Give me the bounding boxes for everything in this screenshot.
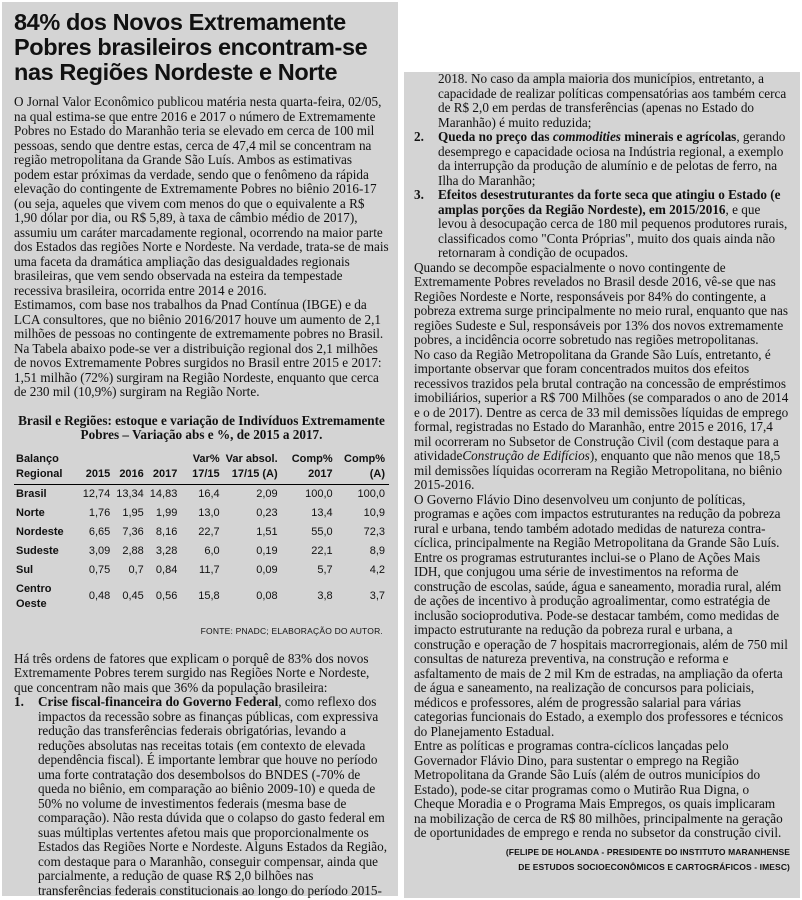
table-header: Var% 17/15 [192,452,220,480]
factor-number: 3. [414,187,424,202]
table-row [14,523,389,542]
table-row [14,484,389,504]
table-header: 2017 [152,467,178,480]
body-text: ), enquanto que não menos que 18,5 mil demissões líquidas ocorreram na Região Metropolitana, no biênio 2015-2016. [414,448,783,492]
table-title: Brasil e Regiões: estoque e variação de Indivíduos Extremamente Pobres – Variação abs e %, de 2015 a 2017. [18,412,385,442]
table-row-label: Norte [16,506,45,519]
table-header: Var absol. 17/15 (A) [225,452,278,480]
factor-heading: Crise fiscal-financeira do Governo Federal [38,694,279,709]
table-cell: 0,19 [256,544,278,557]
table-row-label: Brasil [16,487,47,500]
table-cell: 10,9 [363,506,385,519]
right-column-content [404,72,800,898]
table-cell: 15,8 [198,590,220,602]
table-cell: 8,9 [369,544,385,557]
table-header: 2015 [85,467,111,480]
table-cell: 55,0 [311,525,333,538]
table-row-label: Centro Oeste [16,582,52,610]
author-credit [414,845,790,875]
table-row [14,542,389,561]
factor-text: , como reflexo dos impactos da recessão sobre as finanças públicas, com expressiva redução das transferências federais obrigatórias, levando a reduções absolutas nas receitas totais (em contexto de elevada dependência fiscal). É importante lembrar que houve no período uma forte contratação dos desembolsos do BNDES (-70% de queda no biênio, em comparação ao biênio 2009-10) e queda de 50% no volume de investimentos federais (mesma base de comparação). Não resta dúvida que o colapso do gasto federal em suas múltiplas vertentes afetou mais que proporcionalmente os Estados das Regiões Norte e Nordeste. Alguns Estados da Região, com destaque para o Maranhão, conseguir compensar, ainda que parcialmente, a redução de quase R$ 2,0 bilhões nas transferências federais constitucionais ao longo do período 2015- [38,694,388,898]
intro-paragraph-2: Estimamos, com base nos trabalhos da Pnad Contínua (IBGE) e da LCA consultores, que no biênio 2016/2017 houve um aumento de 2,1 milhões de pessoas no contingente de extremamente pobres no Brasil. Na Tabela abaixo pode-se ver a distribuição regional dos 2,1 milhões de novos Extremamente Pobres surgidos no Brasil entre 2015 e 2017: 1,51 milhão (72%) surgiram na Região Nordeste, enquanto que cerca de 230 mil (10,9%) surgiram na Região Norte. [14,297,384,399]
table-cell: 0,45 [122,590,144,602]
table-cell: 13,34 [116,487,144,500]
table-cell: 3,7 [369,590,385,602]
data-table [14,451,389,614]
factor-heading-italic: commodities [552,129,621,144]
table-cell: 100,0 [305,487,333,500]
factor-heading: Efeitos desestruturantes da forte seca que atingiu o Estado (e amplas porções da Região Nordeste), em 2015/2016 [438,187,781,217]
table-cell: 13,4 [311,506,333,519]
table-cell: 3,09 [88,544,111,557]
right-column [404,72,800,898]
intro-paragraph-1: O Jornal Valor Econômico publicou matéria nesta quarta-feira, 02/05, na qual estima-se que entre 2016 e 2017 o número de Extremamente Pobres no Estado do Maranhão teria se elevado em cerca de 100 mil pessoas, sendo que dentre estas, cerca de 47,4 mil se concentram na região metropolitana da Grande São Luís. Ambos as estimativas podem estar próximas da verdade, sendo que o fenômeno da rápida elevação do contingente de Extremamente Pobres no biênio 2016-17 (ou seja, aqueles que vivem com menos do que o equivalente a R$ 1,90 dólar por dia, ou R$ 5,89, à taxa de câmbio médio de 2017), assumiu um caráter marcadamente regional, ocorrendo na maior parte dos Estados das regiões Norte e Nordeste. Na verdade, trata-se de mais uma faceta da dramática ampliação das desigualdades regionais brasileiras, que vem sendo observada na esteira da tempestade recessiva brasileira, ocorrida entre 2014 e 2016. [14,94,389,298]
table-cell: 72,3 [363,525,385,538]
table-cell: 0,08 [256,590,278,602]
table-header: Comp% (A) [344,452,385,480]
table-cell: 0,23 [256,506,278,519]
author-credit-line: (FELIPE DE HOLANDA - PRESIDENTE DO INSTITUTO MARANHENSE [505,846,790,857]
table-cell: 4,2 [369,563,385,576]
factor-text: , e que levou à desocupação cerca de 180 mil pequenos produtores rurais, classificados como "Conta Próprias", muito dos quais ainda não retornaram à condição de ocupados. [438,201,788,260]
table-cell: 1,99 [155,506,178,519]
factor-item-3 [414,188,790,261]
table-row [14,580,389,614]
table-source: FONTE: PNADC; ELABORAÇÃO DO AUTOR. [200,625,383,636]
table-cell: 0,84 [155,563,178,576]
factor-text-continued: 2018. No caso da ampla maioria dos municípios, entretanto, a capacidade de realizar políticas compensatórias aos também cerca de R$ 2,0 em perdas de transferências (apenas no Estado do Maranhão) é muito reduzida; [438,71,787,130]
author-credit-line: DE ESTUDOS SOCIOECONÔMICOS E CARTOGRÁFICOS - IMESC) [518,861,790,872]
table-cell: 0,48 [88,590,111,602]
table-cell: 0,7 [128,563,144,576]
table-cell: 1,51 [256,525,278,538]
article-title: 84% dos Novos Extremamente Pobres brasileiros encontram-se nas Regiões Nordeste e Norte [14,9,368,85]
table-cell: 14,83 [149,487,178,500]
table-cell: 12,74 [82,487,111,500]
table-cell: 1,95 [122,506,144,519]
table-cell: 7,36 [122,525,144,538]
table-cell: 8,16 [155,525,178,538]
factor-number: 2. [414,129,424,144]
body-text-italic: Construção de Edifícios [462,448,590,463]
factors-list-part1 [14,695,389,898]
factors-intro: Há três ordens de fatores que explicam o porquê de 83% dos novos Extremamente Pobres terem surgido nas Regiões Norte e Nordeste, que concentram não mais que 36% da população brasileira: [14,650,370,695]
table-cell: 3,28 [155,544,178,557]
table-cell: 5,7 [317,563,333,576]
table-header: Comp% 2017 [291,452,333,480]
factor-heading: Queda no preço das [438,129,553,144]
body-paragraph-4: Entre as políticas e programas contra-cíclicos lançadas pelo Governador Flávio Dino, para sustentar o emprego na Região Metropolitana da Grande São Luís (além de outros municípios do Estado), pode-se citar programas como o Mutirão Rua Digna, o Cheque Moradia e o Programa Mais Empregos, os quais implicaram na mobilização de cerca de R$ 80 milhões, principalmente na geração de oportunidades de emprego e renda no subsetor da construção civil. [414,738,783,840]
table-row [14,504,389,523]
table-cell: 0,09 [256,563,278,576]
table-cell: 22,7 [198,525,220,538]
table-cell: 2,09 [256,487,278,500]
left-column [2,2,398,896]
table-cell: 6,65 [88,525,111,538]
table-header: 2016 [119,467,144,480]
body-paragraph-3: O Governo Flávio Dino desenvolveu um conjunto de políticas, programas e ações com impactos estruturantes na redução da pobreza rural e urbana, tendo também adotado medidas de natureza contra-cíclica, principalmente na Região Metropolitana da Grande São Luís. Entre os programas estruturantes inclui-se o Plano de Ações Mais IDH, que conjugou uma série de investimentos na reforma de construção de escolas, saúde, água e saneamento, moradia rural, além de ações de incentivo à produção agroalimentar, como estratégia de inclusão socioprodutiva. Pode-se destacar também, como medidas de impacto estruturante na redução da pobreza rural e urbana, a construção e operação de 7 hospitais macrorregionais, além de 750 mil consultas de natureza preventiva, na construção e reforma e asfaltamento de mais de 2 mil Km de estradas, na ampliação da oferta de água e saneamento, na realização de concursos para policiais, médicos e professores, além de progressão salarial para várias categorias funcionais do Estado, a exemplo dos professores e técnicos do Planejamento Estadual. [414,491,788,739]
table-body [14,484,389,614]
body-paragraph-1: Quando se decompõe espacialmente o novo contingente de Extremamente Pobres revelados no Brasil desde 2016, vê-se que nas Regiões Nordeste e Norte, responsáveis por 84% do contingente, a pobreza extrema surge principalmente no meio rural, enquanto que nas regiões Sudeste e Sul, responsáveis por 13% dos novos extremamente pobres, a incidência ocorre sobretudo nas regiões metropolitanas. [414,259,788,347]
body-paragraph-2 [414,348,790,493]
factor-item-1-continued [414,72,790,130]
table-cell: 6,0 [204,544,220,557]
left-column-content [2,2,398,896]
factor-item-2 [414,130,790,188]
table-cell: 13,0 [198,506,220,519]
factors-list-part2 [414,72,790,261]
table-cell: 0,75 [88,563,111,576]
table-cell: 0,56 [155,590,178,602]
table-cell: 100,0 [357,487,385,500]
factor-text: , gerando desemprego e capacidade ociosa na Indústria regional, a exemplo da interrupção da produção de alumínio e de pelotas de ferro, na Ilha do Maranhão; [438,129,786,188]
table-header-row [14,451,389,485]
table-row-label: Sudeste [16,544,59,557]
table-cell: 16,4 [198,487,220,500]
table-header: Balanço Regional [16,452,63,480]
table-row-label: Sul [16,563,34,576]
table-cell: 3,8 [317,590,333,602]
table-cell: 11,7 [199,563,220,576]
factor-number: 1. [14,694,24,709]
table-cell: 1,76 [88,506,111,519]
factor-item-1 [14,695,389,898]
factor-heading: minerais e agrícolas [620,129,737,144]
table-row-label: Nordeste [16,525,64,538]
body-text: No caso da Região Metropolitana da Grande São Luís, entretanto, é importante observar que foram concentrados muitos dos efeitos recessivos trazidos pela brutal contração na concessão de empréstimos imobiliários, superior a R$ 700 Milhões (se comparados o ano de 2014 e o de 2017). Dentre as cerca de 33 mil demissões líquidas de emprego formal, registradas no Estado do Maranhão, entre 2015 e 2016, 17,4 mil ocorreram no Subsetor de Construção Civil (com destaque para a atividade [414,346,789,463]
table-cell: 2,88 [122,544,144,557]
table-cell: 22,1 [311,544,333,557]
table-row [14,561,389,580]
